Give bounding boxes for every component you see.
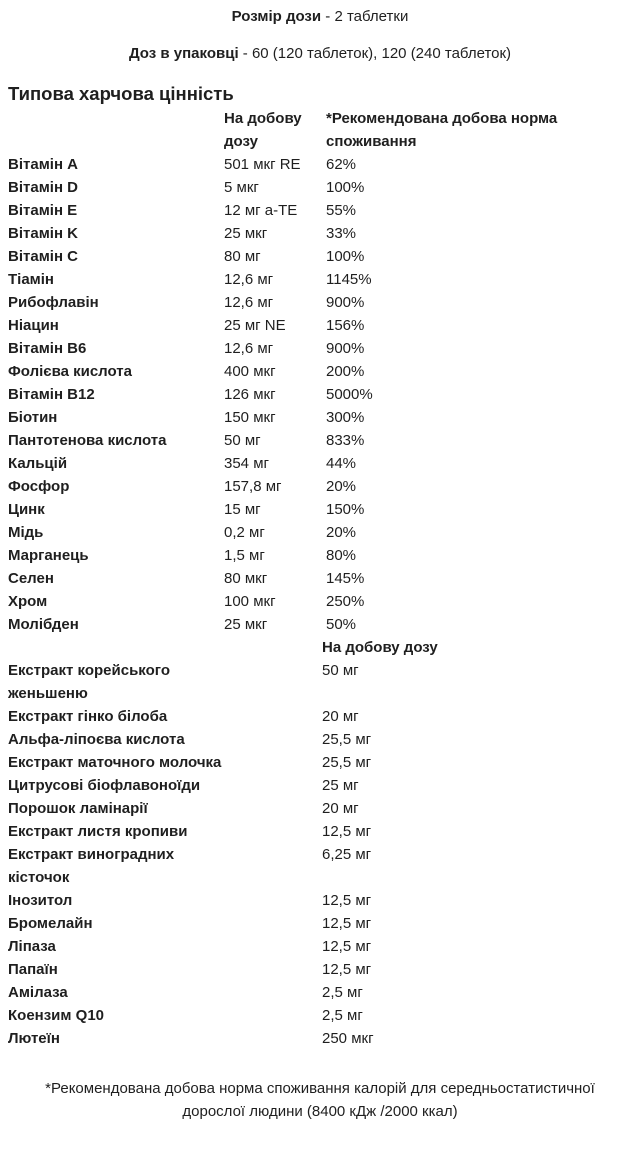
extract-dose: 12,5 мг bbox=[322, 961, 372, 978]
table-row bbox=[8, 429, 596, 452]
table-row bbox=[8, 544, 596, 567]
nutrient-name: Вітамін B6 bbox=[8, 340, 87, 357]
extract-name: Бромелайн bbox=[8, 915, 93, 932]
nutrient-rdi: 145% bbox=[326, 570, 365, 587]
nutrient-name: Фолієва кислота bbox=[8, 363, 132, 380]
table-row bbox=[8, 958, 438, 981]
extracts-table bbox=[8, 636, 438, 1050]
nutrient-rdi: 150% bbox=[326, 501, 365, 518]
nutrient-rdi: 900% bbox=[326, 294, 365, 311]
nutrient-dose: 126 мкг bbox=[224, 386, 276, 403]
nutrient-rdi: 100% bbox=[326, 248, 365, 265]
pack-doses-line bbox=[0, 42, 640, 65]
nutrient-rdi: 833% bbox=[326, 432, 365, 449]
nutrient-dose: 5 мкг bbox=[224, 179, 259, 196]
nutrient-rdi: 20% bbox=[326, 524, 357, 541]
table-row bbox=[8, 567, 596, 590]
nutrient-name: Ніацин bbox=[8, 317, 59, 334]
header-blank bbox=[8, 107, 224, 153]
nutrient-dose: 157,8 мг bbox=[224, 478, 282, 495]
extract-dose: 12,5 мг bbox=[322, 938, 372, 955]
dose-size-line bbox=[0, 5, 640, 28]
nutrient-dose: 100 мкг bbox=[224, 593, 276, 610]
table-row bbox=[8, 337, 596, 360]
nutrient-rdi: 33% bbox=[326, 225, 357, 242]
table-row bbox=[8, 475, 596, 498]
nutrient-name: Хром bbox=[8, 593, 48, 610]
nutrient-dose: 400 мкг bbox=[224, 363, 276, 380]
table-row bbox=[8, 498, 596, 521]
nutrition-title: Типова харчова цінність bbox=[8, 83, 234, 104]
table-row bbox=[8, 268, 596, 291]
nutrient-name: Пантотенова кислота bbox=[8, 432, 167, 449]
nutrient-rdi: 80% bbox=[326, 547, 357, 564]
nutrient-name: Вітамін А bbox=[8, 156, 79, 173]
table-row bbox=[8, 452, 596, 475]
nutrient-rdi: 44% bbox=[326, 455, 357, 472]
table-row bbox=[8, 153, 596, 176]
table-row bbox=[8, 1027, 438, 1050]
extract-name: Амілаза bbox=[8, 984, 68, 1001]
table-row bbox=[8, 360, 596, 383]
nutrient-rdi: 100% bbox=[326, 179, 365, 196]
table-row bbox=[8, 659, 438, 705]
vitamins-table-header bbox=[8, 107, 596, 153]
dose-size-label: Розмір дози bbox=[231, 8, 322, 25]
nutrient-dose: 354 мг bbox=[224, 455, 269, 472]
extract-name: Екстракт гінко білоба bbox=[8, 708, 168, 725]
pack-doses-label: Доз в упаковці bbox=[128, 45, 239, 62]
nutrient-rdi: 20% bbox=[326, 478, 357, 495]
extract-dose: 20 мг bbox=[322, 800, 359, 817]
nutrient-name: Вітамін C bbox=[8, 248, 79, 265]
extract-dose: 2,5 мг bbox=[322, 1007, 363, 1024]
table-row bbox=[8, 705, 438, 728]
table-row bbox=[8, 521, 596, 544]
nutrient-name: Рибофлавін bbox=[8, 294, 99, 311]
extract-name: Екстракт маточного молочка bbox=[8, 754, 222, 771]
nutrient-name: Вітамін E bbox=[8, 202, 78, 219]
extract-dose: 2,5 мг bbox=[322, 984, 363, 1001]
extract-name: Екстракт корейського женьшеню bbox=[8, 662, 170, 702]
nutrient-name: Вітамін D bbox=[8, 179, 79, 196]
nutrient-name: Марганець bbox=[8, 547, 89, 564]
table-row bbox=[8, 820, 438, 843]
vitamins-table bbox=[8, 107, 596, 636]
nutrient-dose: 1,5 мг bbox=[224, 547, 265, 564]
nutrient-rdi: 50% bbox=[326, 616, 357, 633]
extracts-header-blank bbox=[8, 636, 322, 659]
extract-name: Альфа-ліпоєва кислота bbox=[8, 731, 185, 748]
nutrient-rdi: 55% bbox=[326, 202, 357, 219]
extract-name: Коензим Q10 bbox=[8, 1007, 105, 1024]
nutrient-dose: 15 мг bbox=[224, 501, 261, 518]
extracts-table-header bbox=[8, 636, 438, 659]
nutrient-name: Вітамін K bbox=[8, 225, 79, 242]
table-row bbox=[8, 383, 596, 406]
dose-size-value: - 2 таблетки bbox=[325, 8, 409, 25]
nutrient-name: Вітамін B12 bbox=[8, 386, 95, 403]
extract-name: Ліпаза bbox=[8, 938, 56, 955]
table-row bbox=[8, 245, 596, 268]
table-row bbox=[8, 1004, 438, 1027]
nutrient-name: Селен bbox=[8, 570, 54, 587]
extract-dose: 25,5 мг bbox=[322, 754, 372, 771]
nutrient-name: Фосфор bbox=[8, 478, 70, 495]
nutrient-dose: 12,6 мг bbox=[224, 271, 274, 288]
extract-dose: 20 мг bbox=[322, 708, 359, 725]
table-row bbox=[8, 314, 596, 337]
nutrient-name: Біотин bbox=[8, 409, 58, 426]
nutrient-dose: 12 мг a-TE bbox=[224, 202, 298, 219]
footnote: *Рекомендована добова норма споживання калорій для середньостатистичної дорослої людини (8400 кДж /2000 ккал) bbox=[45, 1080, 595, 1120]
extract-name: Інозитол bbox=[8, 892, 73, 909]
nutrient-name: Мідь bbox=[8, 524, 44, 541]
nutrient-rdi: 1145% bbox=[326, 271, 372, 288]
header-per-dose: На добову дозу bbox=[224, 110, 302, 150]
nutrient-dose: 12,6 мг bbox=[224, 340, 274, 357]
header-rdi: *Рекомендована добова норма споживання bbox=[326, 110, 558, 150]
table-row bbox=[8, 751, 438, 774]
nutrient-dose: 25 мкг bbox=[224, 616, 268, 633]
nutrient-name: Кальцій bbox=[8, 455, 68, 472]
extract-dose: 12,5 мг bbox=[322, 823, 372, 840]
table-row bbox=[8, 843, 438, 889]
nutrient-name: Молібден bbox=[8, 616, 79, 633]
extract-dose: 25 мг bbox=[322, 777, 359, 794]
table-row bbox=[8, 199, 596, 222]
extract-dose: 12,5 мг bbox=[322, 915, 372, 932]
pack-doses-value: - 60 (120 таблеток), 120 (240 таблеток) bbox=[242, 45, 512, 62]
table-row bbox=[8, 797, 438, 820]
nutrient-name: Тіамін bbox=[8, 271, 54, 288]
nutrient-dose: 12,6 мг bbox=[224, 294, 274, 311]
table-row bbox=[8, 176, 596, 199]
table-row bbox=[8, 406, 596, 429]
table-row bbox=[8, 728, 438, 751]
nutrient-name: Цинк bbox=[8, 501, 45, 518]
table-row bbox=[8, 291, 596, 314]
extract-name: Екстракт виноградних кісточок bbox=[8, 846, 175, 886]
extract-name: Лютеїн bbox=[8, 1030, 60, 1047]
extract-dose: 6,25 мг bbox=[322, 846, 372, 863]
nutrient-rdi: 5000% bbox=[326, 386, 373, 403]
extract-name: Цитрусові біофлавоноїди bbox=[8, 777, 201, 794]
nutrient-dose: 80 мкг bbox=[224, 570, 268, 587]
nutrient-rdi: 300% bbox=[326, 409, 365, 426]
table-row bbox=[8, 222, 596, 245]
table-row bbox=[8, 590, 596, 613]
nutrient-dose: 80 мг bbox=[224, 248, 261, 265]
extract-dose: 250 мкг bbox=[322, 1030, 374, 1047]
table-row bbox=[8, 613, 596, 636]
nutrient-dose: 150 мкг bbox=[224, 409, 276, 426]
nutrient-rdi: 900% bbox=[326, 340, 365, 357]
nutrient-rdi: 250% bbox=[326, 593, 365, 610]
extract-name: Порошок ламінарії bbox=[8, 800, 148, 817]
extracts-header-per-dose: На добову дозу bbox=[322, 639, 438, 656]
table-row bbox=[8, 981, 438, 1004]
nutrient-dose: 501 мкг RE bbox=[224, 156, 301, 173]
table-row bbox=[8, 912, 438, 935]
nutrient-dose: 25 мг NE bbox=[224, 317, 286, 334]
nutrient-rdi: 62% bbox=[326, 156, 357, 173]
extract-dose: 50 мг bbox=[322, 662, 359, 679]
nutrient-rdi: 200% bbox=[326, 363, 365, 380]
extract-name: Екстракт листя кропиви bbox=[8, 823, 188, 840]
nutrient-dose: 50 мг bbox=[224, 432, 261, 449]
nutrient-dose: 0,2 мг bbox=[224, 524, 265, 541]
nutrient-dose: 25 мкг bbox=[224, 225, 268, 242]
table-row bbox=[8, 889, 438, 912]
extract-name: Папаїн bbox=[8, 961, 58, 978]
table-row bbox=[8, 774, 438, 797]
nutrient-rdi: 156% bbox=[326, 317, 365, 334]
extract-dose: 12,5 мг bbox=[322, 892, 372, 909]
extract-dose: 25,5 мг bbox=[322, 731, 372, 748]
table-row bbox=[8, 935, 438, 958]
